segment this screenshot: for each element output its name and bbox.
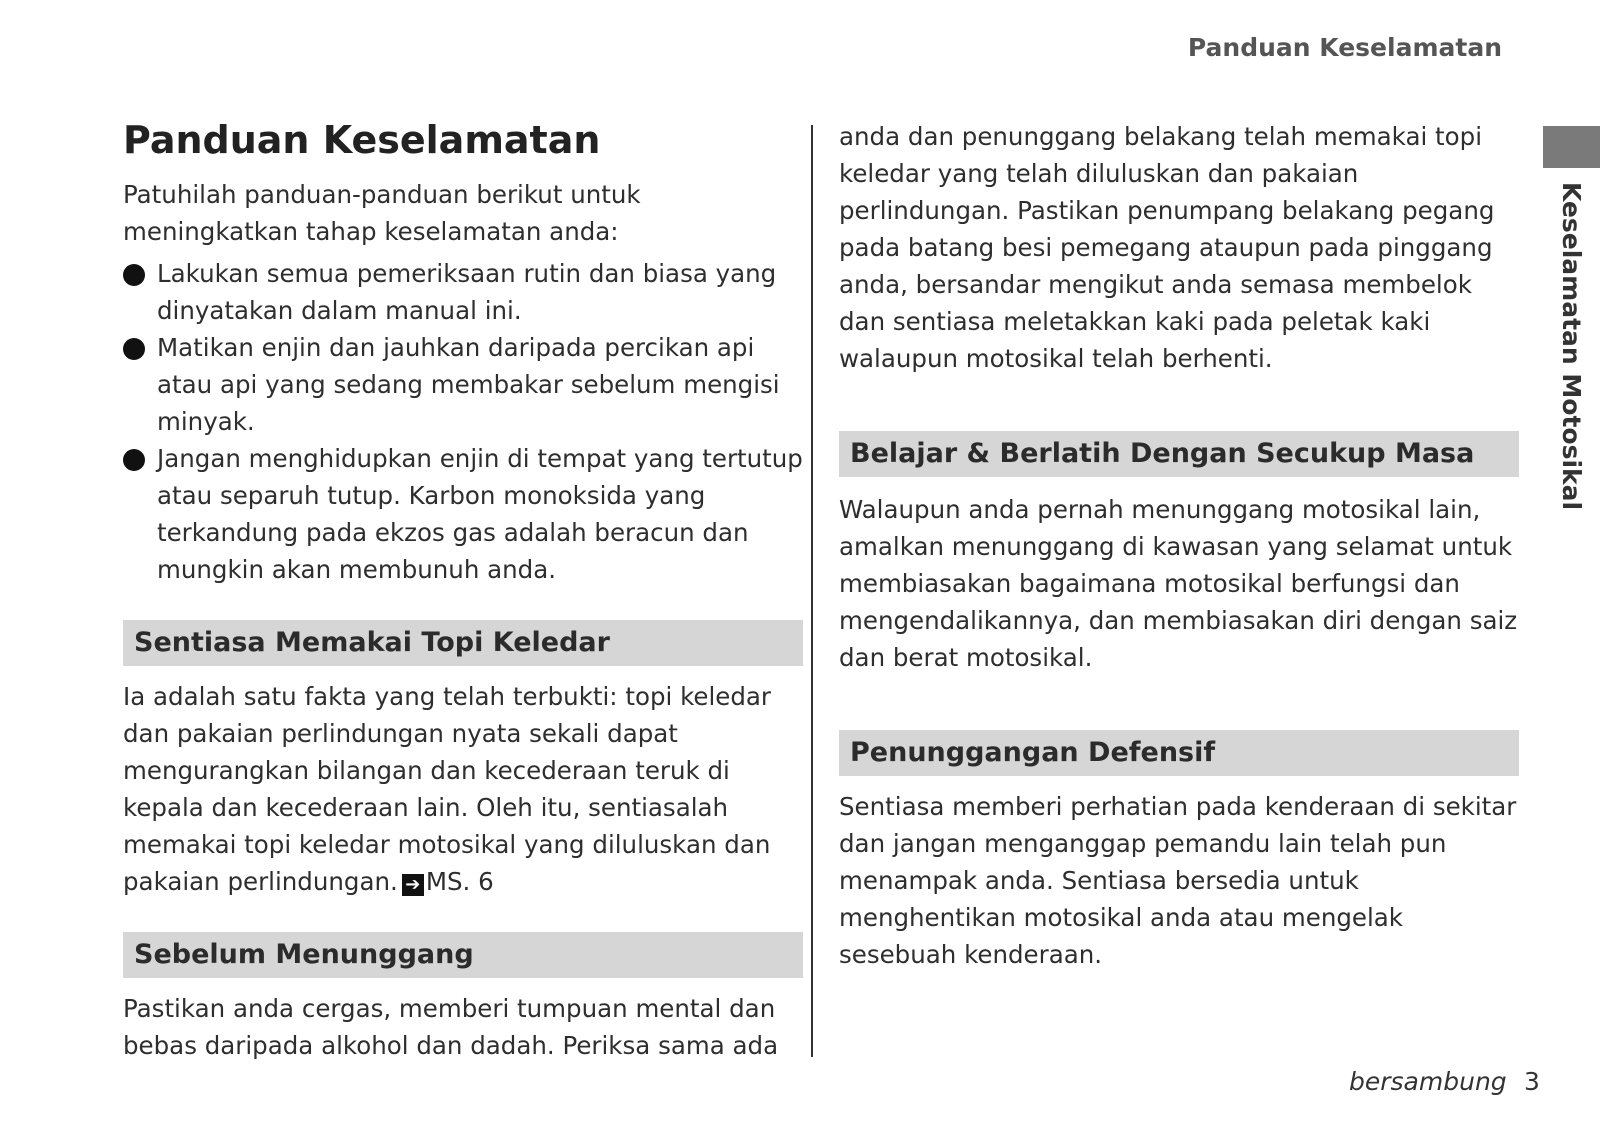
page-title: Panduan Keselamatan [123, 118, 601, 162]
bullet-text: Matikan enjin dan jauhkan daripada percikan api atau api yang sedang membakar sebelum mengisi minyak. [157, 333, 780, 436]
section-tab-marker [1543, 126, 1600, 168]
list-item [123, 329, 803, 440]
bullet-text: Jangan menghidupkan enjin di tempat yang tertutup atau separuh tutup. Karbon monoksida yang terkandung pada ekzos gas adalah beracun dan mungkin akan membunuh anda. [157, 444, 803, 584]
page-reference-link[interactable]: MS. 6 [425, 867, 494, 896]
learn-section-heading: Belajar & Berlatih Dengan Secukup Masa [839, 431, 1519, 477]
bullet-icon [123, 449, 145, 471]
bullet-text: Lakukan semua pemeriksaan rutin dan biasa yang dinyatakan dalam manual ini. [157, 259, 777, 325]
defensive-section-heading: Penunggangan Defensif [839, 730, 1519, 776]
safety-bullet-list [123, 255, 803, 588]
right-column [839, 118, 1519, 973]
continued-label: bersambung [1349, 1067, 1507, 1096]
list-item [123, 440, 803, 588]
helmet-section-body [123, 678, 803, 900]
continued-paragraph: anda dan penunggang belakang telah memakai topi keledar yang telah diluluskan dan pakaian perlindungan. Pastikan penumpang belakang pegang pada batang besi pemegang ataupun pada pinggang anda, bersandar mengikut anda semasa membelok dan sentiasa meletakkan kaki pada peletak kaki walaupun motosikal telah berhenti. [839, 122, 1495, 373]
column-divider [811, 125, 813, 1057]
learn-section-body: Walaupun anda pernah menunggang motosikal lain, amalkan menunggang di kawasan yang selamat untuk membiasakan bagaimana motosikal berfungsi dan mengendalikannya, dan membiasakan diri dengan saiz dan berat motosikal. [839, 495, 1518, 672]
defensive-section-body: Sentiasa memberi perhatian pada kenderaan di sekitar dan jangan menganggap pemandu lain telah pun menampak anda. Sentiasa bersedia untuk menghentikan motosikal anda atau mengelak sesebuah kenderaan. [839, 792, 1517, 969]
before-riding-body: Pastikan anda cergas, memberi tumpuan mental dan bebas daripada alkohol dan dadah. Periksa sama ada [123, 994, 779, 1060]
bullet-icon [123, 338, 145, 360]
list-item [123, 255, 803, 329]
intro-paragraph: Patuhilah panduan-panduan berikut untuk meningkatkan tahap keselamatan anda: [123, 180, 641, 246]
bullet-icon [123, 264, 145, 286]
arrow-right-icon: ➔ [402, 874, 424, 896]
helmet-section-heading: Sentiasa Memakai Topi Keledar [123, 620, 803, 666]
page-number: 3 [1524, 1067, 1540, 1096]
before-riding-heading: Sebelum Menunggang [123, 932, 803, 978]
running-header: Panduan Keselamatan [1187, 33, 1502, 62]
helmet-body-text: Ia adalah satu fakta yang telah terbukti: topi keledar dan pakaian perlindungan nyata sekali dapat mengurangkan bilangan dan kecederaan teruk di kepala dan kecederaan lain. Oleh itu, sentiasalah memakai topi keledar motosikal yang diluluskan dan pakaian perlindungan. [123, 682, 771, 896]
left-column [123, 112, 803, 1064]
section-tab-label: Keselamatan Motosikal [1557, 182, 1586, 511]
